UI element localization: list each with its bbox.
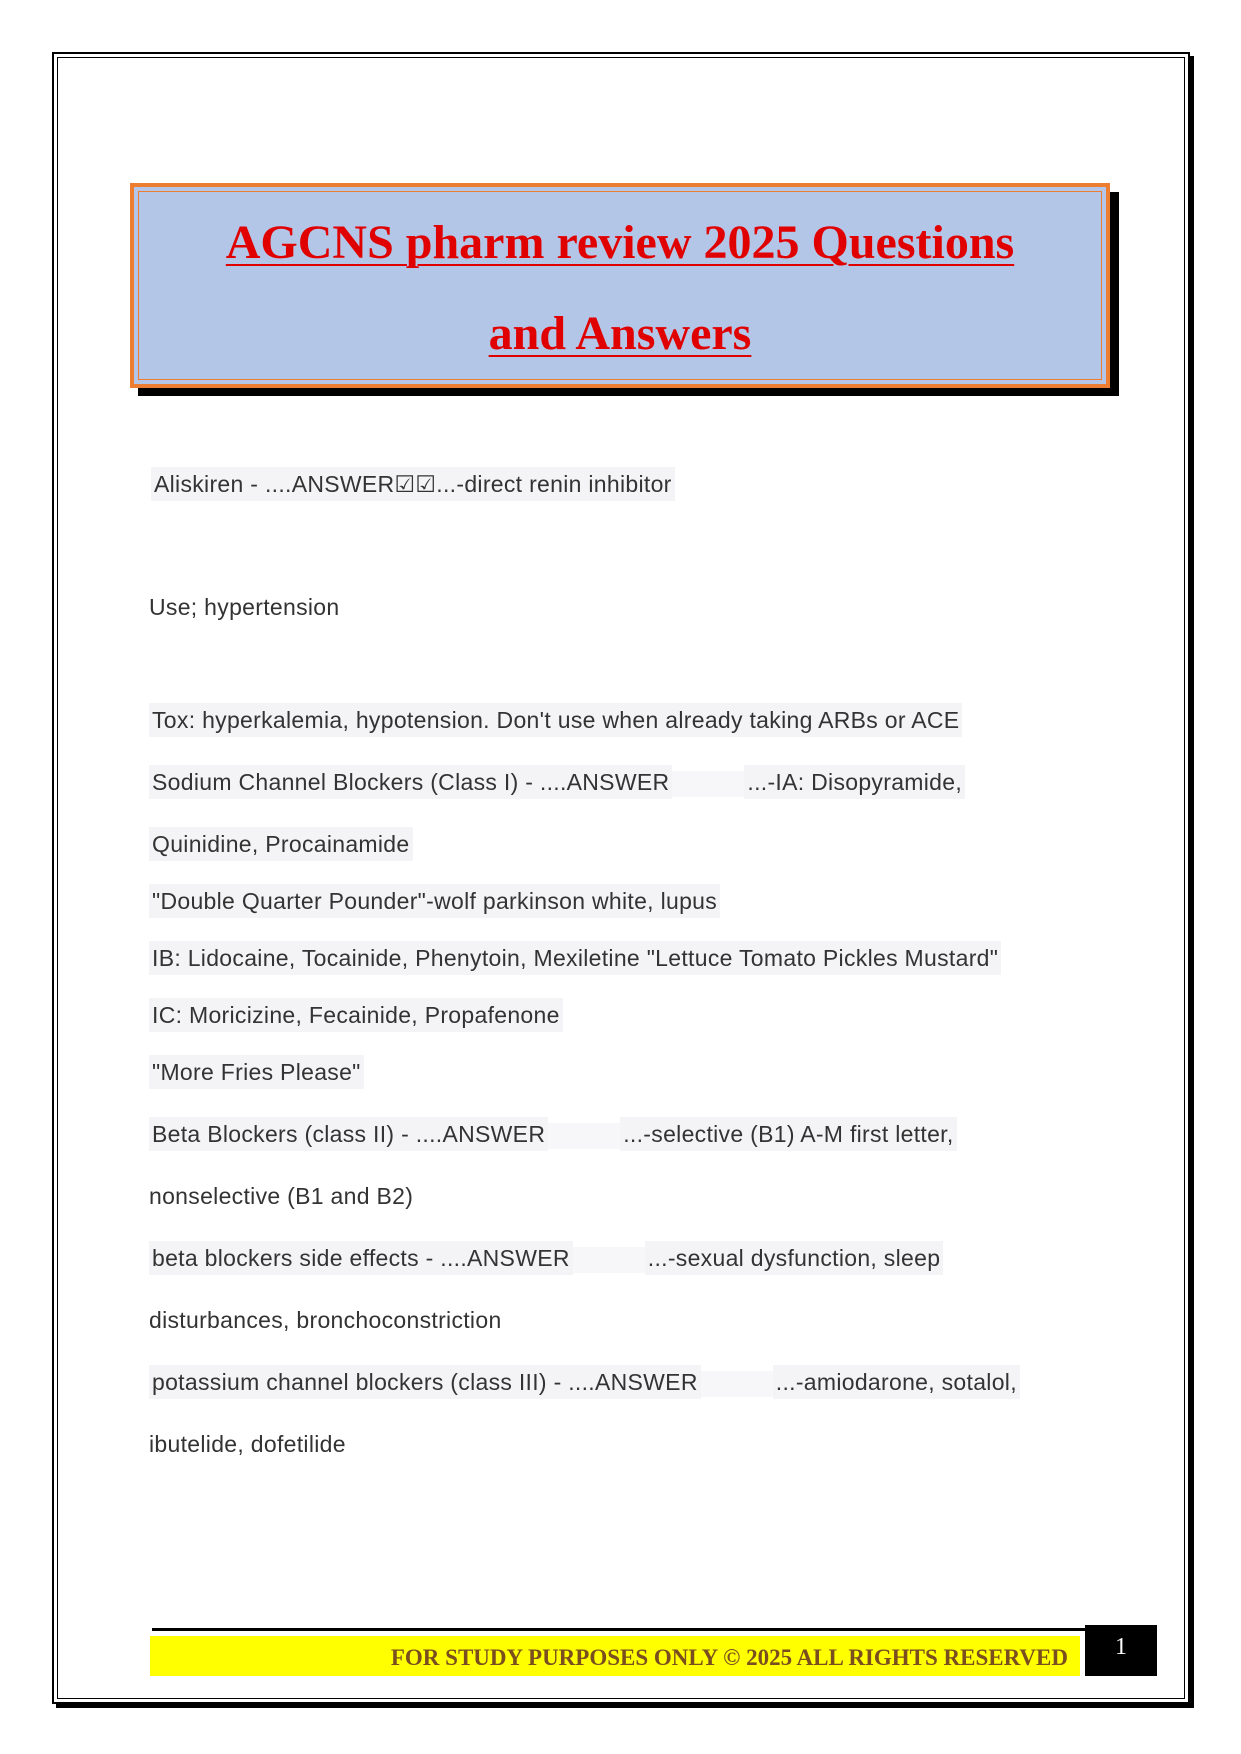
title-line-1: AGCNS pharm review 2025 Questions: [225, 216, 1015, 269]
entry-double-quarter-pounder: "Double Quarter Pounder"-wolf parkinson white, lupus: [149, 888, 720, 915]
entry-potassium-channel-blockers: potassium channel blockers (class III) - ....ANSWER ...-amiodarone, sotalol,: [149, 1369, 1020, 1397]
title-box: [130, 183, 1110, 388]
entry-aliskiren: Aliskiren - ....ANSWER☑☑...-direct renin inhibitor: [151, 471, 675, 498]
page-number: 1: [1085, 1625, 1157, 1676]
page-title: [134, 187, 1106, 379]
entry-more-fries: "More Fries Please": [149, 1059, 364, 1086]
entry-ib: IB: Lidocaine, Tocainide, Phenytoin, Mexiletine "Lettuce Tomato Pickles Mustard": [149, 945, 1001, 972]
entry-beta-blockers: Beta Blockers (class II) - ....ANSWER ...-selective (B1) A-M first letter,: [149, 1121, 957, 1149]
entry-quinidine: Quinidine, Procainamide: [149, 831, 413, 858]
entry-ibutelide: ibutelide, dofetilide: [149, 1431, 346, 1457]
entry-disturbances: disturbances, bronchoconstriction: [149, 1307, 502, 1333]
footer-rule: [152, 1628, 1086, 1631]
entry-beta-blocker-side-effects: beta blockers side effects - ....ANSWER ...-sexual dysfunction, sleep: [149, 1245, 943, 1273]
footer-text: FOR STUDY PURPOSES ONLY © 2025 ALL RIGHTS RESERVED: [390, 1645, 1068, 1670]
footer-band: [150, 1636, 1080, 1676]
entry-sodium-channel-blockers: Sodium Channel Blockers (Class I) - ....ANSWER ...-IA: Disopyramide,: [149, 769, 965, 797]
entry-use: Use; hypertension: [149, 594, 340, 620]
title-line-2: and Answers: [488, 307, 752, 360]
entry-tox: Tox: hyperkalemia, hypotension. Don't use when already taking ARBs or ACE: [149, 707, 962, 734]
entry-ic: IC: Moricizine, Fecainide, Propafenone: [149, 1002, 563, 1029]
entry-nonselective: nonselective (B1 and B2): [149, 1183, 414, 1209]
